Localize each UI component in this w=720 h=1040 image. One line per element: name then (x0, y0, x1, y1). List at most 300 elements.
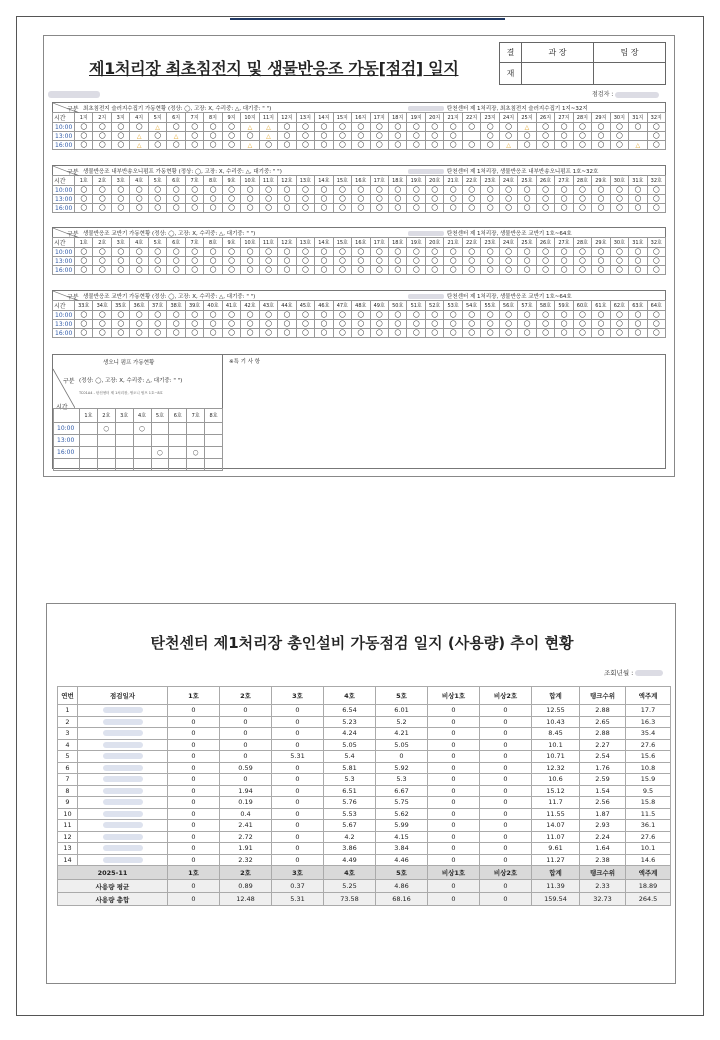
status-cell[interactable] (407, 311, 425, 320)
status-cell[interactable] (352, 266, 370, 275)
status-cell[interactable] (499, 257, 517, 266)
status-cell[interactable] (352, 132, 370, 141)
status-cell[interactable] (167, 248, 185, 257)
status-cell[interactable] (407, 141, 425, 150)
status-cell[interactable] (536, 195, 554, 204)
status-cell[interactable] (296, 132, 314, 141)
status-cell[interactable] (352, 195, 370, 204)
status-cell[interactable] (93, 320, 111, 329)
status-cell[interactable] (259, 195, 277, 204)
status-cell[interactable] (629, 123, 647, 132)
status-cell[interactable] (388, 248, 406, 257)
status-cell[interactable] (610, 248, 628, 257)
status-cell[interactable] (499, 204, 517, 213)
status-cell[interactable] (444, 266, 462, 275)
status-cell[interactable] (481, 132, 499, 141)
status-cell[interactable] (296, 248, 314, 257)
status-cell[interactable] (518, 257, 536, 266)
status-cell[interactable] (167, 204, 185, 213)
status-cell[interactable] (111, 141, 129, 150)
status-cell[interactable] (241, 195, 259, 204)
status-cell[interactable] (462, 257, 480, 266)
status-cell[interactable] (130, 329, 148, 338)
status-cell[interactable] (204, 186, 222, 195)
status-cell[interactable] (278, 195, 296, 204)
status-cell[interactable] (481, 257, 499, 266)
status-cell[interactable] (333, 204, 351, 213)
status-cell[interactable] (481, 266, 499, 275)
status-cell[interactable] (518, 195, 536, 204)
status-cell[interactable] (444, 204, 462, 213)
status-cell[interactable] (481, 204, 499, 213)
status-cell[interactable] (518, 123, 536, 132)
status-cell[interactable] (259, 186, 277, 195)
status-cell[interactable] (629, 257, 647, 266)
status-cell[interactable] (352, 204, 370, 213)
status-cell[interactable] (167, 186, 185, 195)
status-cell[interactable] (222, 123, 240, 132)
status-cell[interactable] (204, 311, 222, 320)
status-cell[interactable] (444, 257, 462, 266)
pump-status-cell[interactable] (205, 447, 223, 459)
status-cell[interactable] (425, 257, 443, 266)
status-cell[interactable] (352, 248, 370, 257)
status-cell[interactable] (370, 204, 388, 213)
status-cell[interactable] (75, 132, 93, 141)
status-cell[interactable] (241, 329, 259, 338)
status-cell[interactable] (278, 257, 296, 266)
status-cell[interactable] (407, 266, 425, 275)
pump-status-cell[interactable] (187, 423, 205, 435)
status-cell[interactable] (462, 320, 480, 329)
status-cell[interactable] (592, 329, 610, 338)
status-cell[interactable] (425, 320, 443, 329)
status-cell[interactable] (111, 320, 129, 329)
status-cell[interactable] (555, 248, 573, 257)
status-cell[interactable] (93, 266, 111, 275)
column-header[interactable]: 5호 (376, 687, 428, 705)
status-cell[interactable] (111, 204, 129, 213)
status-cell[interactable] (111, 257, 129, 266)
status-cell[interactable] (333, 132, 351, 141)
column-header[interactable]: 액주계 (626, 687, 671, 705)
approval-leader-sign[interactable] (594, 63, 666, 85)
status-cell[interactable] (259, 329, 277, 338)
pump-status-cell[interactable] (151, 435, 169, 447)
status-cell[interactable] (518, 186, 536, 195)
status-cell[interactable] (555, 132, 573, 141)
status-cell[interactable] (629, 204, 647, 213)
status-cell[interactable] (555, 329, 573, 338)
status-cell[interactable] (370, 186, 388, 195)
status-cell[interactable] (241, 123, 259, 132)
pump-status-cell[interactable] (169, 435, 187, 447)
status-cell[interactable] (296, 311, 314, 320)
status-cell[interactable] (573, 320, 591, 329)
status-cell[interactable] (259, 320, 277, 329)
status-cell[interactable] (296, 329, 314, 338)
status-cell[interactable] (407, 204, 425, 213)
status-cell[interactable] (315, 204, 333, 213)
status-cell[interactable] (278, 123, 296, 132)
status-cell[interactable] (592, 266, 610, 275)
status-cell[interactable] (315, 257, 333, 266)
status-cell[interactable] (425, 311, 443, 320)
status-cell[interactable] (222, 248, 240, 257)
status-cell[interactable] (352, 257, 370, 266)
status-cell[interactable] (352, 186, 370, 195)
status-cell[interactable] (629, 132, 647, 141)
status-cell[interactable] (629, 266, 647, 275)
status-cell[interactable] (610, 311, 628, 320)
status-cell[interactable] (93, 132, 111, 141)
status-cell[interactable] (592, 186, 610, 195)
pump-status-cell[interactable] (80, 435, 98, 447)
status-cell[interactable] (462, 329, 480, 338)
status-cell[interactable] (444, 311, 462, 320)
status-cell[interactable] (370, 248, 388, 257)
status-cell[interactable] (370, 132, 388, 141)
status-cell[interactable] (629, 195, 647, 204)
status-cell[interactable] (148, 195, 166, 204)
status-cell[interactable] (573, 195, 591, 204)
status-cell[interactable] (75, 266, 93, 275)
status-cell[interactable] (555, 195, 573, 204)
status-cell[interactable] (278, 320, 296, 329)
status-cell[interactable] (518, 320, 536, 329)
status-cell[interactable] (130, 320, 148, 329)
status-cell[interactable] (425, 132, 443, 141)
status-cell[interactable] (333, 311, 351, 320)
pump-status-cell[interactable] (97, 435, 115, 447)
status-cell[interactable] (185, 195, 203, 204)
status-cell[interactable] (388, 266, 406, 275)
status-cell[interactable] (333, 320, 351, 329)
status-cell[interactable] (148, 186, 166, 195)
status-cell[interactable] (647, 320, 665, 329)
status-cell[interactable] (481, 141, 499, 150)
status-cell[interactable] (278, 329, 296, 338)
status-cell[interactable] (407, 195, 425, 204)
status-cell[interactable] (148, 266, 166, 275)
status-cell[interactable] (352, 311, 370, 320)
status-cell[interactable] (555, 320, 573, 329)
status-cell[interactable] (444, 132, 462, 141)
status-cell[interactable] (333, 248, 351, 257)
status-cell[interactable] (130, 204, 148, 213)
status-cell[interactable] (75, 195, 93, 204)
status-cell[interactable] (278, 186, 296, 195)
status-cell[interactable] (536, 132, 554, 141)
pump-status-cell[interactable] (80, 423, 98, 435)
status-cell[interactable] (610, 141, 628, 150)
status-cell[interactable] (296, 320, 314, 329)
status-cell[interactable] (315, 320, 333, 329)
status-cell[interactable] (333, 329, 351, 338)
status-cell[interactable] (278, 132, 296, 141)
status-cell[interactable] (536, 311, 554, 320)
status-cell[interactable] (647, 186, 665, 195)
status-cell[interactable] (222, 204, 240, 213)
status-cell[interactable] (370, 320, 388, 329)
status-cell[interactable] (241, 266, 259, 275)
status-cell[interactable] (130, 266, 148, 275)
pump-status-cell[interactable] (97, 447, 115, 459)
status-cell[interactable] (425, 123, 443, 132)
status-cell[interactable] (278, 311, 296, 320)
status-cell[interactable] (555, 141, 573, 150)
status-cell[interactable] (130, 311, 148, 320)
status-cell[interactable] (499, 186, 517, 195)
status-cell[interactable] (333, 195, 351, 204)
status-cell[interactable] (222, 141, 240, 150)
status-cell[interactable] (592, 311, 610, 320)
status-cell[interactable] (555, 257, 573, 266)
status-cell[interactable] (352, 329, 370, 338)
status-cell[interactable] (425, 204, 443, 213)
approval-manager-sign[interactable] (522, 63, 594, 85)
status-cell[interactable] (148, 123, 166, 132)
status-cell[interactable] (241, 320, 259, 329)
status-cell[interactable] (75, 320, 93, 329)
status-cell[interactable] (93, 195, 111, 204)
column-header[interactable]: 4호 (324, 687, 376, 705)
status-cell[interactable] (518, 248, 536, 257)
status-cell[interactable] (185, 132, 203, 141)
status-cell[interactable] (315, 186, 333, 195)
pump-status-cell[interactable] (80, 447, 98, 459)
status-cell[interactable] (148, 141, 166, 150)
status-cell[interactable] (315, 329, 333, 338)
pump-status-cell[interactable] (115, 423, 133, 435)
status-cell[interactable] (130, 248, 148, 257)
status-cell[interactable] (425, 195, 443, 204)
status-cell[interactable] (75, 257, 93, 266)
status-cell[interactable] (278, 248, 296, 257)
status-cell[interactable] (204, 204, 222, 213)
status-cell[interactable] (499, 329, 517, 338)
status-cell[interactable] (259, 248, 277, 257)
status-cell[interactable] (333, 186, 351, 195)
status-cell[interactable] (93, 186, 111, 195)
status-cell[interactable] (75, 141, 93, 150)
status-cell[interactable] (388, 195, 406, 204)
status-cell[interactable] (241, 141, 259, 150)
status-cell[interactable] (167, 132, 185, 141)
status-cell[interactable] (647, 266, 665, 275)
status-cell[interactable] (315, 248, 333, 257)
status-cell[interactable] (75, 248, 93, 257)
status-cell[interactable] (241, 132, 259, 141)
status-cell[interactable] (130, 123, 148, 132)
pump-status-cell[interactable] (115, 447, 133, 459)
status-cell[interactable] (388, 204, 406, 213)
status-cell[interactable] (555, 186, 573, 195)
status-cell[interactable] (610, 204, 628, 213)
status-cell[interactable] (388, 311, 406, 320)
status-cell[interactable] (278, 141, 296, 150)
status-cell[interactable] (148, 257, 166, 266)
column-header[interactable]: 점검일자 (78, 687, 168, 705)
status-cell[interactable] (111, 248, 129, 257)
status-cell[interactable] (111, 311, 129, 320)
status-cell[interactable] (462, 141, 480, 150)
status-cell[interactable] (481, 311, 499, 320)
status-cell[interactable] (610, 257, 628, 266)
pump-status-cell[interactable] (169, 447, 187, 459)
status-cell[interactable] (629, 248, 647, 257)
status-cell[interactable] (536, 186, 554, 195)
status-cell[interactable] (610, 195, 628, 204)
status-cell[interactable] (222, 320, 240, 329)
status-cell[interactable] (573, 186, 591, 195)
status-cell[interactable] (462, 266, 480, 275)
status-cell[interactable] (370, 329, 388, 338)
status-cell[interactable] (167, 329, 185, 338)
status-cell[interactable] (315, 123, 333, 132)
status-cell[interactable] (222, 266, 240, 275)
status-cell[interactable] (388, 123, 406, 132)
status-cell[interactable] (536, 266, 554, 275)
status-cell[interactable] (425, 329, 443, 338)
status-cell[interactable] (499, 248, 517, 257)
status-cell[interactable] (93, 204, 111, 213)
status-cell[interactable] (93, 248, 111, 257)
status-cell[interactable] (204, 141, 222, 150)
status-cell[interactable] (111, 195, 129, 204)
status-cell[interactable] (111, 123, 129, 132)
status-cell[interactable] (462, 248, 480, 257)
status-cell[interactable] (148, 320, 166, 329)
status-cell[interactable] (167, 266, 185, 275)
status-cell[interactable] (388, 132, 406, 141)
status-cell[interactable] (370, 195, 388, 204)
status-cell[interactable] (167, 195, 185, 204)
status-cell[interactable] (425, 266, 443, 275)
status-cell[interactable] (629, 329, 647, 338)
status-cell[interactable] (592, 248, 610, 257)
status-cell[interactable] (259, 123, 277, 132)
status-cell[interactable] (592, 141, 610, 150)
status-cell[interactable] (259, 132, 277, 141)
status-cell[interactable] (222, 132, 240, 141)
status-cell[interactable] (370, 141, 388, 150)
status-cell[interactable] (629, 311, 647, 320)
column-header[interactable]: 합계 (532, 687, 580, 705)
status-cell[interactable] (204, 195, 222, 204)
status-cell[interactable] (425, 248, 443, 257)
status-cell[interactable] (647, 195, 665, 204)
pump-status-cell[interactable] (187, 435, 205, 447)
status-cell[interactable] (388, 186, 406, 195)
status-cell[interactable] (518, 311, 536, 320)
status-cell[interactable] (592, 320, 610, 329)
status-cell[interactable] (352, 141, 370, 150)
status-cell[interactable] (444, 248, 462, 257)
status-cell[interactable] (555, 123, 573, 132)
status-cell[interactable] (130, 195, 148, 204)
status-cell[interactable] (499, 141, 517, 150)
status-cell[interactable] (499, 132, 517, 141)
status-cell[interactable] (93, 257, 111, 266)
status-cell[interactable] (407, 248, 425, 257)
status-cell[interactable] (75, 186, 93, 195)
status-cell[interactable] (241, 248, 259, 257)
status-cell[interactable] (204, 257, 222, 266)
status-cell[interactable] (148, 248, 166, 257)
status-cell[interactable] (610, 266, 628, 275)
pump-status-cell[interactable] (133, 447, 151, 459)
status-cell[interactable] (444, 186, 462, 195)
status-cell[interactable] (388, 329, 406, 338)
status-cell[interactable] (610, 320, 628, 329)
status-cell[interactable] (93, 123, 111, 132)
status-cell[interactable] (425, 186, 443, 195)
status-cell[interactable] (592, 123, 610, 132)
column-header[interactable]: 비상1호 (428, 687, 480, 705)
status-cell[interactable] (315, 311, 333, 320)
status-cell[interactable] (518, 132, 536, 141)
status-cell[interactable] (185, 123, 203, 132)
status-cell[interactable] (259, 266, 277, 275)
status-cell[interactable] (407, 186, 425, 195)
status-cell[interactable] (536, 248, 554, 257)
status-cell[interactable] (592, 257, 610, 266)
status-cell[interactable] (555, 204, 573, 213)
status-cell[interactable] (518, 266, 536, 275)
status-cell[interactable] (222, 186, 240, 195)
status-cell[interactable] (573, 204, 591, 213)
status-cell[interactable] (629, 141, 647, 150)
status-cell[interactable] (167, 311, 185, 320)
status-cell[interactable] (610, 132, 628, 141)
status-cell[interactable] (647, 257, 665, 266)
column-header[interactable]: 연번 (58, 687, 78, 705)
status-cell[interactable] (536, 204, 554, 213)
status-cell[interactable] (444, 123, 462, 132)
status-cell[interactable] (296, 123, 314, 132)
status-cell[interactable] (499, 123, 517, 132)
status-cell[interactable] (296, 266, 314, 275)
status-cell[interactable] (629, 186, 647, 195)
status-cell[interactable] (462, 311, 480, 320)
status-cell[interactable] (370, 311, 388, 320)
status-cell[interactable] (370, 266, 388, 275)
status-cell[interactable] (278, 204, 296, 213)
status-cell[interactable] (647, 311, 665, 320)
status-cell[interactable] (241, 257, 259, 266)
status-cell[interactable] (407, 123, 425, 132)
status-cell[interactable] (499, 266, 517, 275)
status-cell[interactable] (296, 257, 314, 266)
pump-status-cell[interactable] (151, 423, 169, 435)
status-cell[interactable] (573, 257, 591, 266)
status-cell[interactable] (370, 257, 388, 266)
pump-status-cell[interactable]: ◯ (97, 423, 115, 435)
status-cell[interactable] (75, 204, 93, 213)
status-cell[interactable] (75, 123, 93, 132)
column-header[interactable]: 3호 (272, 687, 324, 705)
status-cell[interactable] (592, 204, 610, 213)
status-cell[interactable] (462, 186, 480, 195)
status-cell[interactable] (647, 141, 665, 150)
status-cell[interactable] (222, 257, 240, 266)
status-cell[interactable] (185, 141, 203, 150)
status-cell[interactable] (555, 311, 573, 320)
status-cell[interactable] (259, 311, 277, 320)
status-cell[interactable] (296, 141, 314, 150)
status-cell[interactable] (610, 123, 628, 132)
